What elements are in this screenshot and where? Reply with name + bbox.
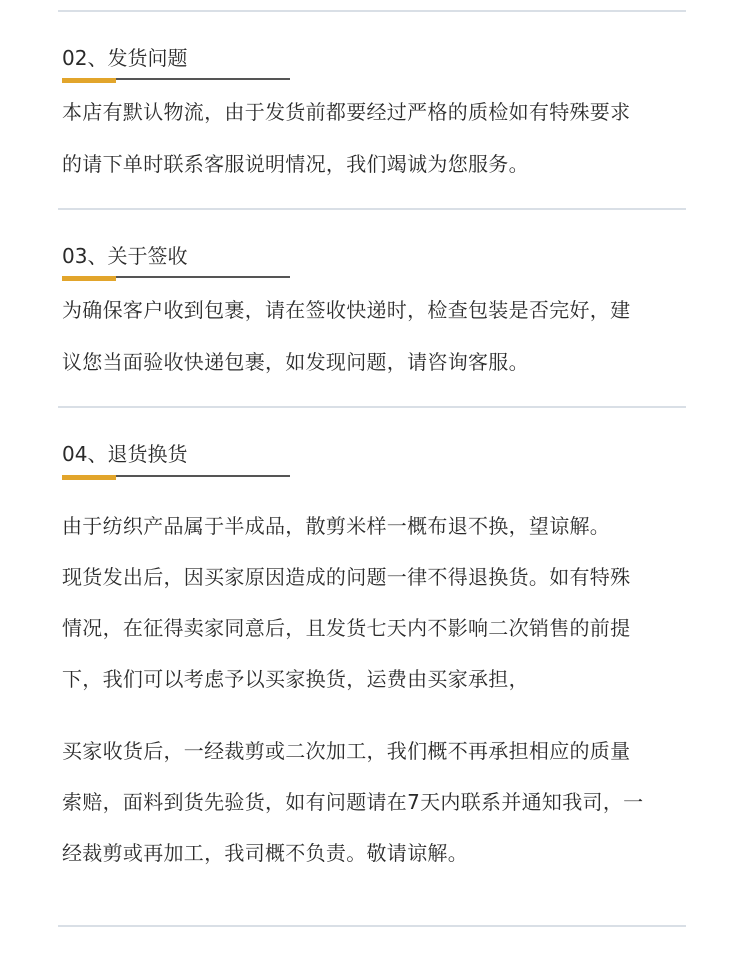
title-accent-bar <box>62 78 116 83</box>
title-underline <box>62 276 290 278</box>
paragraph-line: 索赔，面料到货先验货，如有问题请在7天内联系并通知我司，一 <box>62 790 644 814</box>
paragraph-line: 由于纺织产品属于半成品，散剪米样一概布退不换，望谅解。 <box>62 514 611 538</box>
paragraph-line: 议您当面验收快递包裹，如发现问题，请咨询客服。 <box>62 350 529 374</box>
paragraph-line: 经裁剪或再加工，我司概不负责。敬请谅解。 <box>62 841 468 865</box>
section-title: 04、退货换货 <box>62 442 188 466</box>
paragraph-line: 买家收货后，一经裁剪或二次加工，我们概不再承担相应的质量 <box>62 739 631 763</box>
section-divider <box>58 406 686 408</box>
paragraph-line: 本店有默认物流，由于发货前都要经过严格的质检如有特殊要求 <box>62 100 631 124</box>
section-title: 02、发货问题 <box>62 46 188 70</box>
paragraph-line: 下，我们可以考虑予以买家换货，运费由买家承担， <box>62 667 529 691</box>
section-divider <box>58 208 686 210</box>
section-title: 03、关于签收 <box>62 244 188 268</box>
title-accent-bar <box>62 475 116 480</box>
paragraph-line: 现货发出后，因买家原因造成的问题一律不得退换货。如有特殊 <box>62 565 631 589</box>
title-underline <box>62 475 290 477</box>
title-underline <box>62 78 290 80</box>
section-divider-bottom <box>58 925 686 927</box>
paragraph-line: 为确保客户收到包裹，请在签收快递时，检查包装是否完好，建 <box>62 298 631 322</box>
section-divider-top <box>58 10 686 12</box>
title-accent-bar <box>62 276 116 281</box>
paragraph-line: 的请下单时联系客服说明情况，我们竭诚为您服务。 <box>62 152 529 176</box>
paragraph-line: 情况，在征得卖家同意后，且发货七天内不影响二次销售的前提 <box>62 616 631 640</box>
